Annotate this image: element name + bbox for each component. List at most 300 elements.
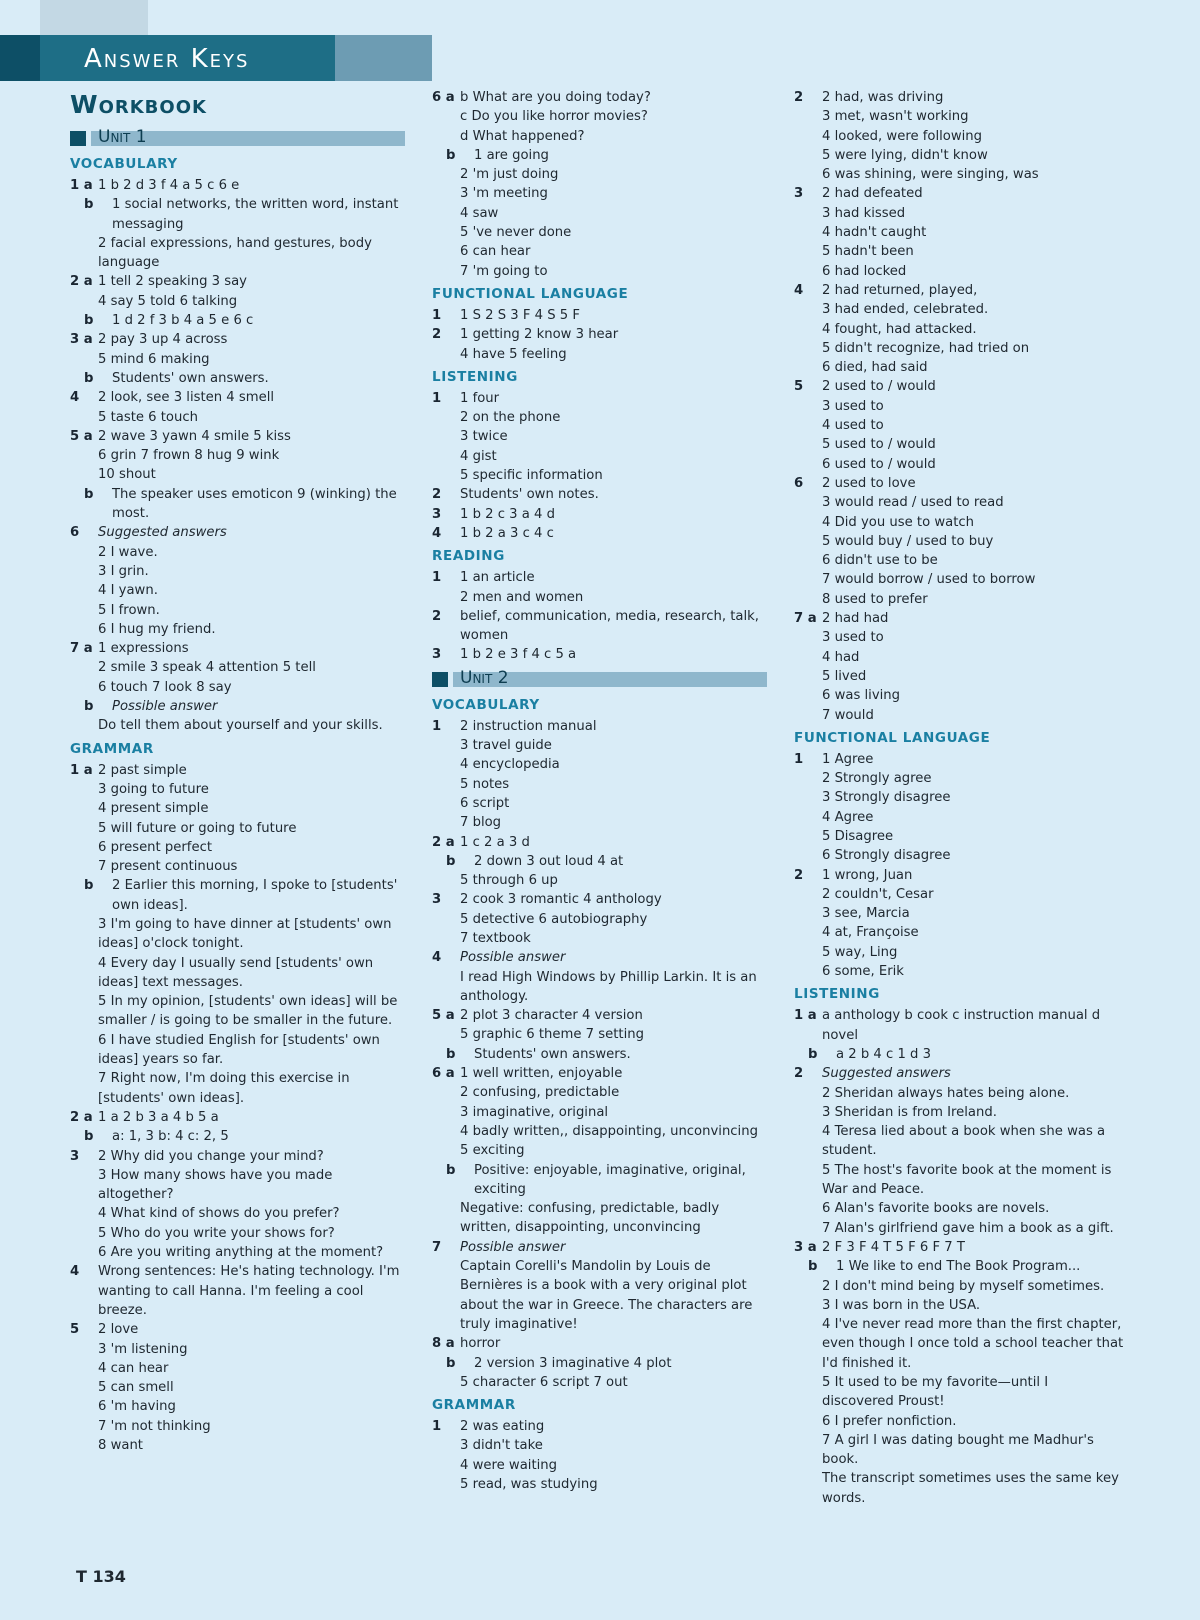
answer-text: 5 've never done: [460, 225, 572, 241]
answer-text: 2 on the phone: [460, 410, 561, 426]
answer-row: [432, 833, 767, 852]
answer-text: 3 had kissed: [822, 205, 906, 221]
answer-text: I read High Windows by Phillip Larkin. It is an anthology.: [460, 969, 757, 1004]
answer-text: 3 didn't take: [460, 1438, 543, 1454]
answer-text: 2 Earlier this morning, I spoke to [students' own ideas].: [112, 878, 398, 913]
answer-row: [432, 1354, 767, 1373]
answer-row: [794, 223, 1124, 242]
answer-row: [794, 788, 1124, 807]
answer-row: [432, 1199, 767, 1238]
answer-label: 2 a: [70, 1109, 93, 1125]
answer-text: 3 had ended, celebrated.: [822, 302, 989, 318]
answer-row: [794, 184, 1124, 203]
answer-label: b: [446, 853, 456, 869]
answer-text: 4 looked, were following: [822, 128, 983, 144]
answer-row: [794, 808, 1124, 827]
answer-text: 3 twice: [460, 429, 508, 445]
answer-text: 5 can smell: [98, 1380, 174, 1396]
answer-row: [432, 1456, 767, 1475]
answer-label: 6: [70, 525, 80, 541]
answer-label: 2: [794, 867, 804, 883]
answer-text: a: 1, 3 b: 4 c: 2, 5: [112, 1129, 229, 1145]
answer-text: 2 cook 3 romantic 4 anthology: [460, 892, 662, 908]
answer-row: [432, 447, 767, 466]
unit-2-header: [432, 667, 767, 688]
answer-text: 2 used to love: [822, 475, 916, 491]
answer-row: [432, 1064, 767, 1083]
answer-label: 1: [794, 751, 804, 767]
answer-row: [432, 717, 767, 736]
answer-text: 5 In my opinion, [students' own ideas] will be smaller / is going to be smaller in the future.: [98, 994, 398, 1029]
answer-row: [70, 234, 405, 273]
answer-text: 4 Agree: [822, 809, 874, 825]
answer-text: 6 'm having: [98, 1399, 176, 1415]
answer-text: 1 an article: [460, 570, 535, 586]
answer-text: 2 version 3 imaginative 4 plot: [474, 1355, 672, 1371]
answer-text: 3 I was born in the USA.: [822, 1297, 981, 1313]
answer-label: 6: [794, 475, 804, 491]
answer-text: 3 I'm going to have dinner at [students' own ideas] o'clock tonight.: [98, 916, 392, 952]
answer-row: [70, 601, 405, 620]
answer-label: 6 a: [432, 90, 455, 105]
grammar-heading: GRAMMAR: [70, 740, 154, 757]
answer-text: 2 Strongly agree: [822, 771, 932, 787]
answer-row: [794, 474, 1124, 493]
answer-text: 5 used to / would: [822, 437, 936, 453]
answer-row: [794, 686, 1124, 705]
answer-text: 7 Right now, I'm doing this exercise in [students' own ideas].: [98, 1071, 350, 1106]
answer-text: 6 grin 7 frown 8 hug 9 wink: [98, 448, 280, 464]
answer-text: 2 facial expressions, hand gestures, body language: [98, 235, 372, 271]
answer-row: [70, 1069, 405, 1108]
answer-label: 7 a: [794, 611, 817, 627]
answer-row: [794, 570, 1124, 589]
answer-text: c Do you like horror movies?: [460, 109, 648, 125]
answer-text: 5 Who do you write your shows for?: [98, 1225, 335, 1241]
answer-text: 8 want: [98, 1438, 143, 1453]
answer-row: [432, 88, 767, 107]
answer-text: 5 were lying, didn't know: [822, 147, 988, 163]
answer-row: [70, 1262, 405, 1320]
answer-label: 5 a: [70, 428, 93, 444]
answer-text: 4 Did you use to watch: [822, 514, 974, 530]
answer-text: 1 expressions: [98, 641, 189, 657]
answer-row: [70, 678, 405, 697]
answer-text: The speaker uses emoticon 9 (winking) the most.: [112, 486, 397, 522]
answer-row: [432, 127, 767, 146]
header-banner: [0, 35, 432, 81]
answer-text: 3 travel guide: [460, 738, 552, 754]
answer-text: Possible answer: [460, 1239, 566, 1255]
answer-row: [794, 1257, 1124, 1276]
answer-text: 3 'm meeting: [460, 186, 548, 202]
answer-text: The transcript sometimes uses the same key words.: [822, 1471, 1119, 1506]
answer-text: 5 The host's favorite book at the moment is War and Peace.: [822, 1162, 1112, 1198]
answer-label: 1: [432, 390, 442, 406]
answer-text: 2 men and women: [460, 589, 584, 605]
answer-text: 6 Alan's favorite books are novels.: [822, 1201, 1050, 1217]
unit-marker: [432, 672, 448, 687]
answer-row: [432, 107, 767, 126]
answer-row: [794, 667, 1124, 686]
answer-row: [432, 929, 767, 948]
unit-marker: [70, 131, 86, 146]
answer-text: 2 pay 3 up 4 across: [98, 332, 228, 348]
answer-row: [794, 1469, 1124, 1508]
answer-text: 6 used to / would: [822, 456, 936, 472]
answer-label: b: [84, 486, 94, 502]
answer-text: 1 getting 2 know 3 hear: [460, 327, 619, 343]
answer-text: a 2 b 4 c 1 d 3: [836, 1046, 931, 1062]
unit2-vocab-list: [432, 717, 767, 1392]
answer-row: [794, 435, 1124, 454]
answer-row: [794, 769, 1124, 788]
answer-text: 6 I have studied English for [students' own ideas] years so far.: [98, 1032, 380, 1068]
answer-row: [70, 658, 405, 677]
answer-label: b: [808, 1259, 818, 1275]
answer-row: [432, 1436, 767, 1455]
answer-row: [432, 1045, 767, 1064]
listening-heading: LISTENING: [794, 986, 880, 1003]
answer-row: [432, 1141, 767, 1160]
answer-text: 3 'm listening: [98, 1341, 188, 1357]
answer-row: [70, 639, 405, 658]
answer-label: 3: [432, 647, 442, 663]
answer-text: Positive: enjoyable, imaginative, original, exciting: [474, 1162, 746, 1197]
answer-text: b What are you doing today?: [460, 90, 651, 105]
answer-text: 4 saw: [460, 205, 499, 221]
answer-text: 5 taste 6 touch: [98, 409, 198, 425]
answer-row: [794, 943, 1124, 962]
answer-row: [794, 532, 1124, 551]
answer-row: [432, 1161, 767, 1200]
answer-row: [432, 345, 767, 364]
answer-text: 1 b 2 c 3 a 4 d: [460, 506, 555, 522]
answer-label: 1: [432, 570, 442, 586]
answer-label: 2 a: [432, 834, 455, 850]
answer-row: [432, 794, 767, 813]
answer-row: [432, 1373, 767, 1392]
answer-text: 2 I don't mind being by myself sometimes.: [822, 1278, 1105, 1294]
answer-text: 4 Teresa lied about a book when she was a student.: [822, 1124, 1106, 1159]
answer-row: [794, 904, 1124, 923]
answer-row: [70, 761, 405, 780]
answer-row: [794, 1084, 1124, 1103]
answer-row: [70, 716, 405, 735]
answer-label: 1: [432, 1419, 442, 1435]
answer-label: 4: [432, 525, 442, 541]
answer-row: [794, 204, 1124, 223]
answer-text: 5 specific information: [460, 468, 603, 484]
answer-text: 5 graphic 6 theme 7 setting: [460, 1027, 644, 1043]
answer-text: 5 hadn't been: [822, 244, 914, 260]
answer-text: Negative: confusing, predictable, badly written, disappointing, unconvincing: [460, 1201, 720, 1236]
answer-row: [70, 1397, 405, 1416]
answer-text: 2 Sheridan always hates being alone.: [822, 1085, 1070, 1101]
answer-row: [432, 813, 767, 832]
unit2-grammar-list: [432, 1417, 767, 1494]
answer-label: 1 a: [70, 762, 93, 778]
answer-text: 7 A girl I was dating bought me Madhur's book.: [822, 1432, 1094, 1468]
answer-text: 5 I frown.: [98, 602, 160, 618]
unit-label: Unit 2: [460, 667, 509, 688]
answer-row: [70, 292, 405, 311]
section-title: Workbook: [70, 90, 207, 119]
answer-label: 4: [432, 950, 442, 966]
page-title: Answer Keys: [84, 44, 250, 74]
answer-row: [70, 465, 405, 484]
answer-text: 3 imaginative, original: [460, 1104, 609, 1120]
answer-text: 6 touch 7 look 8 say: [98, 679, 232, 695]
answer-row: [70, 330, 405, 349]
answer-text: 3 How many shows have you made altogether?: [98, 1167, 333, 1203]
answer-text: 6 Strongly disagree: [822, 848, 951, 864]
answer-row: [794, 88, 1124, 107]
answer-text: 2 had, was driving: [822, 90, 944, 105]
answer-row: [70, 272, 405, 291]
unit1-grammar-list: [70, 761, 405, 1456]
answer-label: b: [446, 1162, 456, 1178]
answer-row: [432, 1025, 767, 1044]
answer-text: 3 Sheridan is from Ireland.: [822, 1104, 997, 1120]
answer-text: 1 b 2 e 3 f 4 c 5 a: [460, 647, 577, 663]
answer-text: Students' own answers.: [112, 370, 269, 386]
answer-label: 5: [794, 379, 804, 395]
answer-label: 1 a: [794, 1008, 817, 1024]
answer-text: 2 had had: [822, 611, 889, 627]
answer-row: [432, 1122, 767, 1141]
answer-label: 7 a: [70, 641, 93, 657]
answer-row: [794, 281, 1124, 300]
answer-row: [70, 1417, 405, 1436]
answer-text: Suggested answers: [98, 525, 227, 541]
answer-row: [70, 876, 405, 915]
answer-row: [70, 1031, 405, 1070]
answer-row: [432, 325, 767, 344]
answer-text: 2 couldn't, Cesar: [822, 886, 934, 902]
answer-row: [70, 1127, 405, 1146]
answer-row: [432, 948, 767, 967]
column-1: [70, 88, 405, 1455]
answer-label: b: [446, 147, 456, 163]
answer-text: 5 detective 6 autobiography: [460, 911, 648, 927]
answer-text: 1 social networks, the written word, instant messaging: [112, 197, 399, 232]
answer-text: 3 would read / used to read: [822, 495, 1004, 511]
answer-text: Students' own answers.: [474, 1046, 631, 1062]
answer-text: 2 past simple: [98, 762, 187, 778]
answer-row: [70, 620, 405, 639]
answer-text: 2 look, see 3 listen 4 smell: [98, 390, 275, 406]
answer-row: [70, 311, 405, 330]
answer-row: [70, 1320, 405, 1339]
unit-label: Unit 1: [98, 127, 147, 147]
answer-text: 4 used to: [822, 418, 884, 434]
answer-text: 7 would borrow / used to borrow: [822, 572, 1036, 588]
answer-label: 4: [70, 390, 80, 406]
answer-row: [432, 607, 767, 646]
answer-text: 4 I yawn.: [98, 583, 158, 599]
unit2-functional-list: [794, 750, 1124, 982]
answer-text: belief, communication, media, research, talk, women: [460, 608, 759, 644]
answer-row: [70, 543, 405, 562]
answer-row: [70, 1378, 405, 1397]
answer-text: 5 would buy / used to buy: [822, 533, 994, 549]
unit2-listening-list: [794, 1006, 1124, 1508]
answer-label: b: [808, 1046, 818, 1062]
page-number: T 134: [76, 1567, 126, 1586]
answer-row: [794, 242, 1124, 261]
answer-text: 1 Agree: [822, 751, 874, 767]
answer-row: [794, 1045, 1124, 1064]
answer-row: [794, 1122, 1124, 1161]
answer-label: b: [446, 1046, 456, 1062]
answer-text: 5 exciting: [460, 1143, 525, 1159]
answer-row: [794, 397, 1124, 416]
answer-text: 3 Strongly disagree: [822, 790, 951, 806]
answer-text: 6 some, Erik: [822, 964, 904, 980]
answer-label: 3 a: [70, 332, 93, 348]
answer-text: 4 hadn't caught: [822, 225, 927, 241]
answer-label: 3: [432, 892, 442, 908]
answer-row: [70, 954, 405, 993]
answer-row: [432, 242, 767, 261]
answer-text: 4 badly written,, disappointing, unconvincing: [460, 1123, 758, 1139]
answer-row: [794, 1199, 1124, 1218]
answer-text: Students' own notes.: [460, 487, 599, 503]
answer-label: 2 a: [70, 274, 93, 290]
answer-row: [70, 523, 405, 542]
answer-text: 6 script: [460, 795, 510, 811]
answer-text: 4 have 5 feeling: [460, 346, 567, 362]
answer-text: 2 I wave.: [98, 544, 158, 560]
answer-row: [70, 1359, 405, 1378]
answer-text: 2 had returned, played,: [822, 282, 978, 298]
answer-row: [794, 1431, 1124, 1470]
answer-row: [794, 923, 1124, 942]
answer-row: [432, 755, 767, 774]
answer-text: 5 read, was studying: [460, 1477, 598, 1492]
answer-row: [70, 1108, 405, 1127]
answer-row: [794, 1161, 1124, 1200]
answer-row: [794, 262, 1124, 281]
answer-text: 4 fought, had attacked.: [822, 321, 977, 337]
answer-text: 1 c 2 a 3 d: [460, 834, 530, 850]
answer-row: [432, 223, 767, 242]
answer-row: [70, 1243, 405, 1262]
answer-row: [432, 184, 767, 203]
answer-row: [432, 1238, 767, 1257]
answer-row: [794, 648, 1124, 667]
answer-row: [794, 885, 1124, 904]
answer-row: [70, 446, 405, 465]
answer-text: 5 Disagree: [822, 828, 894, 844]
unit2-grammar-list-cont: [794, 88, 1124, 725]
answer-label: b: [446, 1355, 456, 1371]
answer-row: [794, 827, 1124, 846]
answer-row: [794, 455, 1124, 474]
answer-row: [794, 1103, 1124, 1122]
answer-text: 7 'm not thinking: [98, 1418, 211, 1434]
answer-text: 6 I prefer nonfiction.: [822, 1413, 957, 1429]
answer-row: [432, 1006, 767, 1025]
answer-text: 1 wrong, Juan: [822, 867, 913, 883]
answer-text: 7 Alan's girlfriend gave him a book as a gift.: [822, 1220, 1114, 1236]
answer-row: [70, 1147, 405, 1166]
answer-row: [432, 645, 767, 664]
answer-row: [432, 306, 767, 325]
answer-row: [432, 1083, 767, 1102]
answer-label: b: [84, 878, 94, 894]
answer-row: [794, 706, 1124, 725]
answer-label: 2: [432, 487, 442, 503]
answer-text: a anthology b cook c instruction manual d novel: [822, 1008, 1101, 1043]
answer-text: 5 didn't recognize, had tried on: [822, 340, 1030, 356]
answer-row: [794, 377, 1124, 396]
column-3: [794, 88, 1124, 1508]
answer-text: 1 are going: [474, 147, 549, 163]
answer-label: 5 a: [432, 1008, 455, 1024]
answer-text: 6 I hug my friend.: [98, 621, 216, 637]
answer-row: [432, 146, 767, 165]
answer-text: 1 tell 2 speaking 3 say: [98, 274, 247, 290]
answer-text: 1 b 2 a 3 c 4 c: [460, 525, 554, 541]
answer-text: Captain Corelli's Mandolin by Louis de Bernières is a book with a very original plot about the war in Greece. The characters are truly imaginative!: [460, 1259, 753, 1332]
answer-row: [432, 852, 767, 871]
answer-text: 2 was eating: [460, 1419, 545, 1435]
answer-text: 5 will future or going to future: [98, 820, 297, 836]
answer-row: [70, 1204, 405, 1223]
answer-row: [794, 590, 1124, 609]
answer-text: 2 confusing, predictable: [460, 1085, 620, 1101]
answer-row: [794, 1373, 1124, 1412]
answer-text: 1 four: [460, 390, 500, 406]
answer-row: [794, 846, 1124, 865]
top-decoration: [40, 0, 148, 35]
answer-row: [794, 1412, 1124, 1431]
answer-text: 3 met, wasn't working: [822, 109, 969, 125]
answer-text: Wrong sentences: He's hating technology. I'm wanting to call Hanna. I'm feeling a cool breeze.: [98, 1264, 400, 1318]
answer-text: 1 well written, enjoyable: [460, 1066, 623, 1082]
answer-text: 6 can hear: [460, 244, 531, 260]
answer-text: 4 I've never read more than the first chapter, even though I once told a school teacher that I'd finished it.: [822, 1317, 1124, 1371]
answer-text: 2 had defeated: [822, 186, 923, 202]
answer-text: 7 'm going to: [460, 263, 548, 279]
answer-label: b: [84, 699, 94, 715]
answer-row: [70, 838, 405, 857]
answer-row: [432, 1475, 767, 1494]
unit1-reading-list: [432, 568, 767, 664]
answer-row: [70, 819, 405, 838]
answer-row: [794, 416, 1124, 435]
answer-text: 5 mind 6 making: [98, 351, 210, 367]
answer-text: Possible answer: [112, 699, 218, 715]
answer-row: [794, 1238, 1124, 1257]
answer-row: [432, 736, 767, 755]
answer-row: [70, 1340, 405, 1359]
answer-row: [70, 427, 405, 446]
answer-row: [794, 300, 1124, 319]
answer-text: 1 S 2 S 3 F 4 S 5 F: [460, 307, 580, 323]
answer-text: 6 was shining, were singing, was: [822, 167, 1039, 183]
answer-text: 7 present continuous: [98, 859, 238, 875]
grammar-heading: GRAMMAR: [432, 1397, 516, 1414]
answer-row: [70, 485, 405, 524]
answer-label: 3: [432, 506, 442, 522]
answer-row: [794, 750, 1124, 769]
answer-label: 7: [432, 1239, 442, 1255]
unit-1-header: [70, 127, 405, 147]
answer-row: [794, 1277, 1124, 1296]
